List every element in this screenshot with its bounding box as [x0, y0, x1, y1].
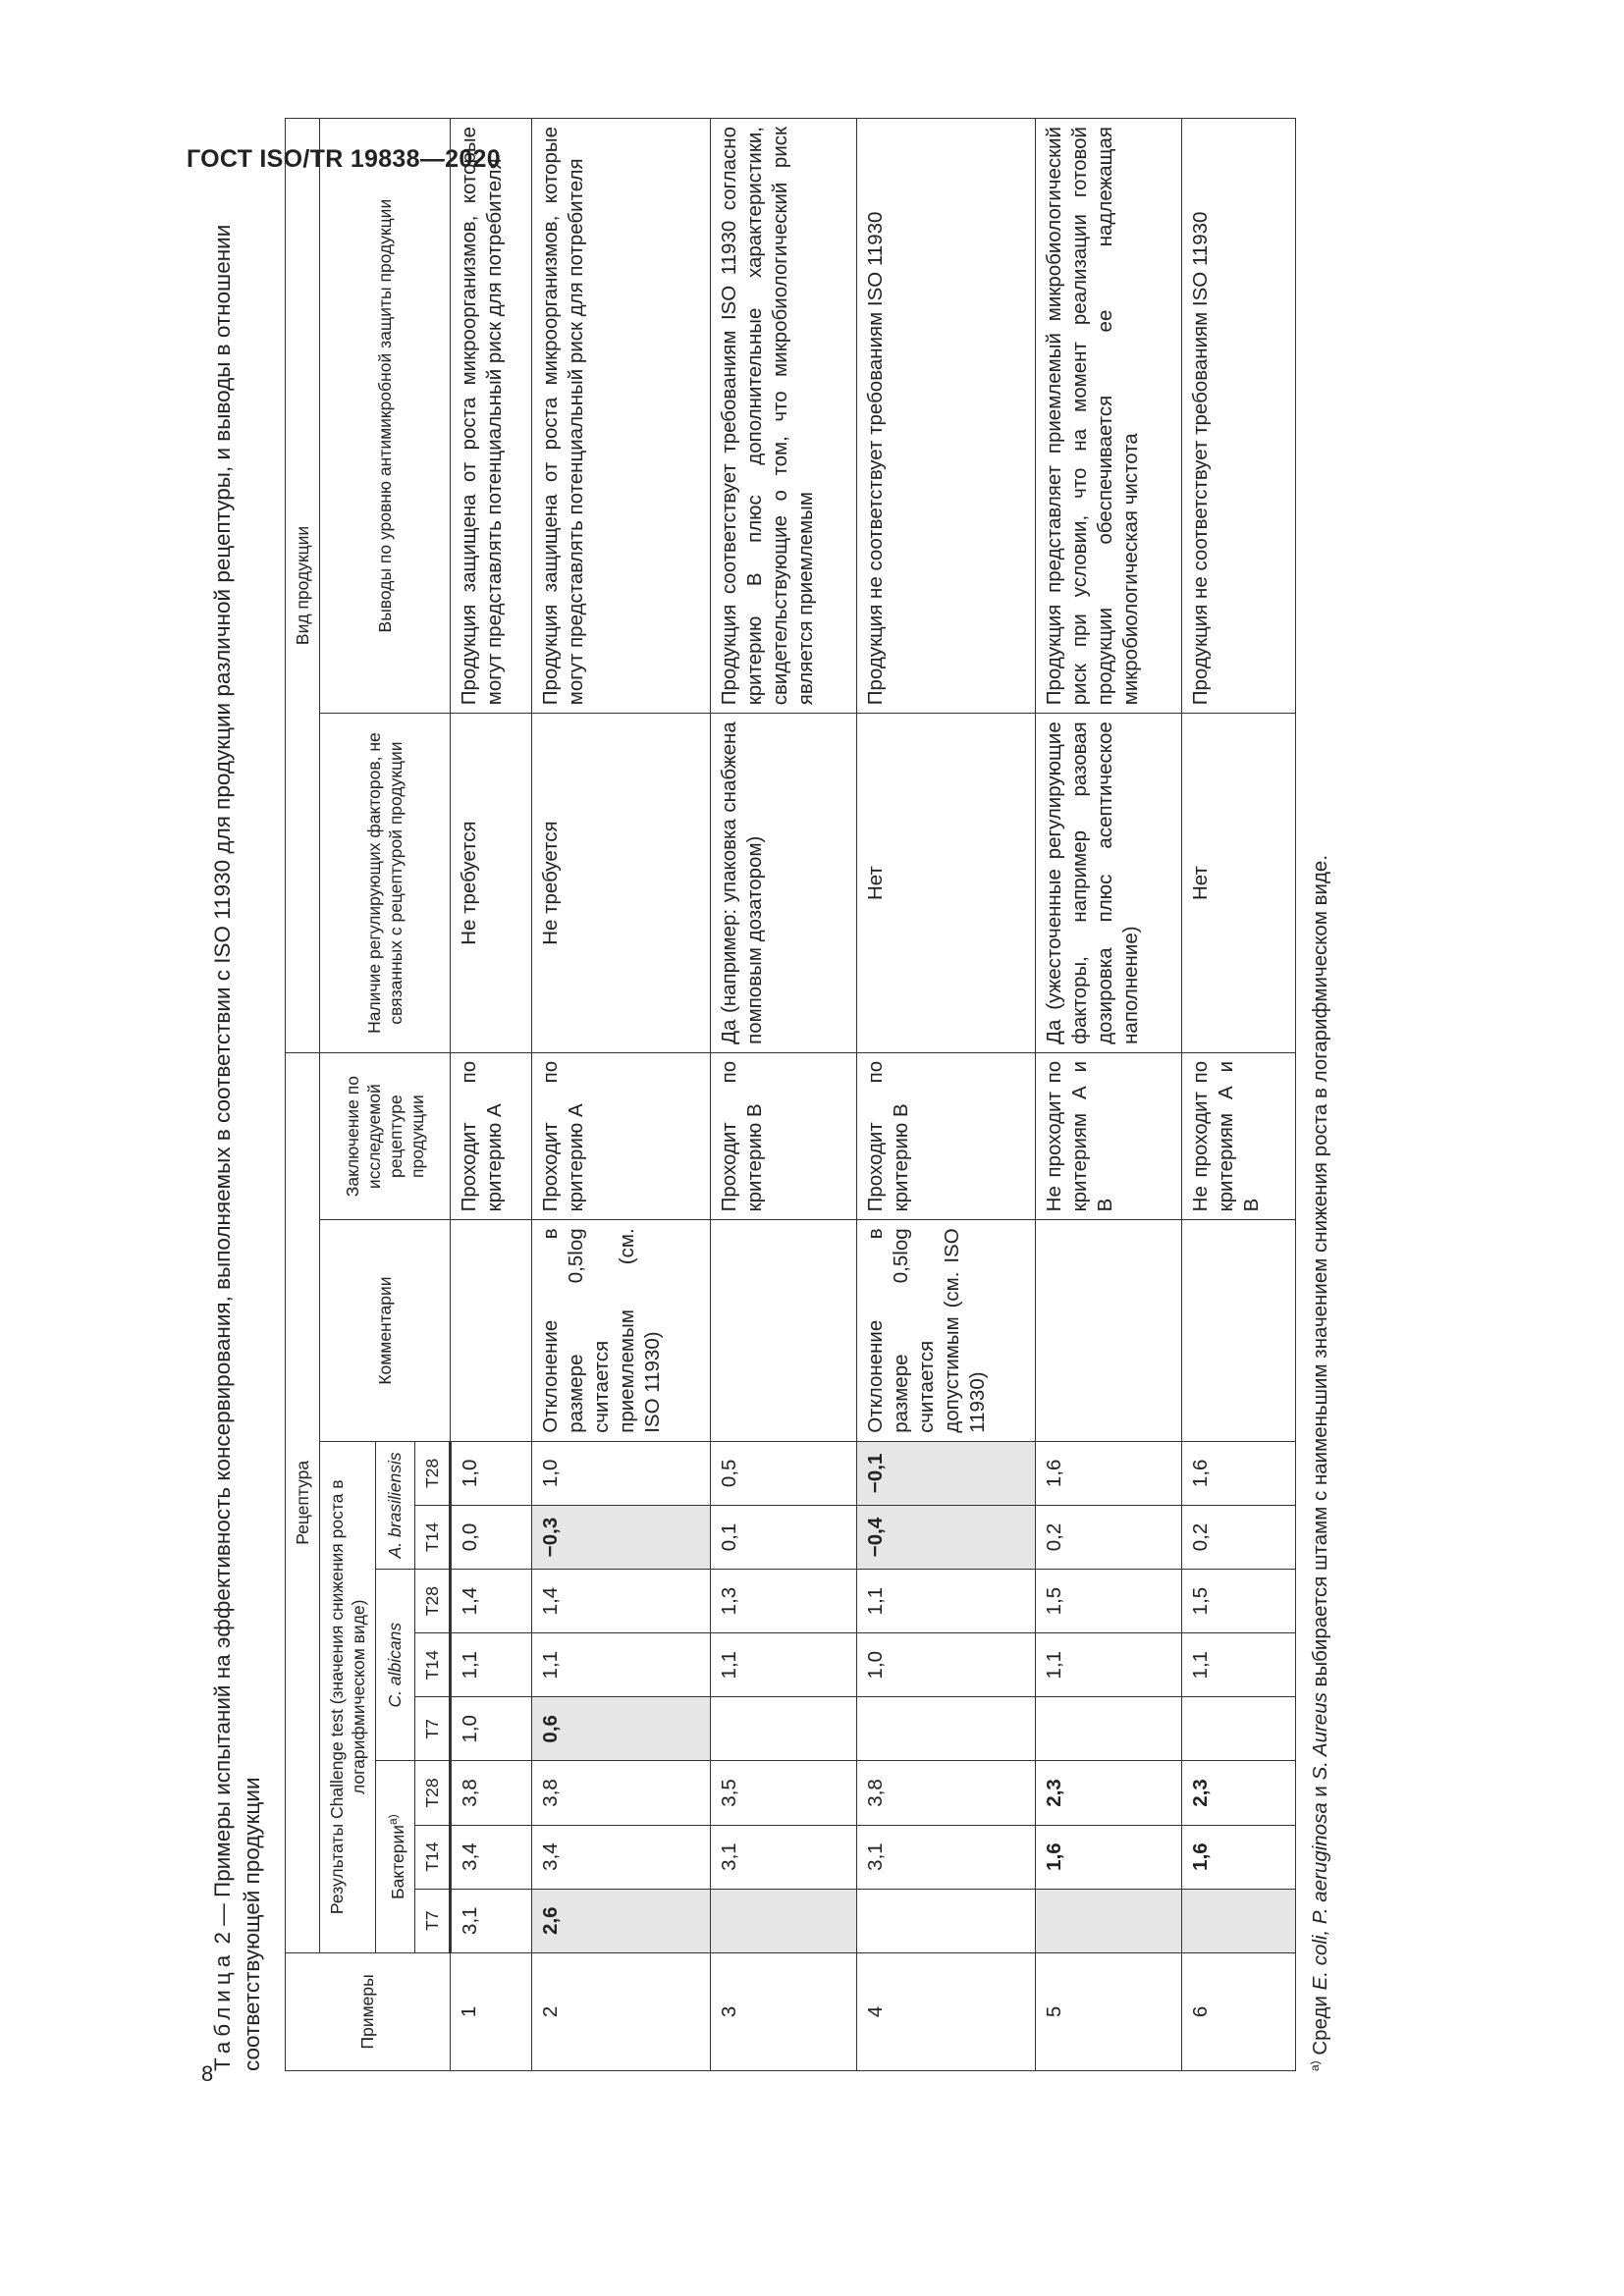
footnote-and: и — [1308, 1786, 1331, 1797]
header-c-albicans: C. albicans — [376, 1570, 415, 1761]
cell-bacteria-t14: 3,1 — [856, 1825, 1035, 1889]
cell-bacteria-t14: 3,4 — [531, 1825, 710, 1889]
cell-comment — [1182, 1220, 1296, 1441]
cell-calbicans-t28: 1,1 — [856, 1570, 1035, 1633]
page-number: 8 — [201, 2061, 214, 2086]
cell-bacteria-t28: 2,3 — [1182, 1761, 1296, 1825]
cell-bacteria-t28: 3,5 — [710, 1761, 856, 1825]
footnote-rest: выбирается штамм с наименьшим значением снижения роста в логарифмическом виде. — [1308, 854, 1331, 1687]
cell-abrasiliensis-t28: 1,0 — [531, 1441, 710, 1505]
header-findings: Выводы по уровню антимикробной защиты продукции — [320, 119, 451, 714]
cell-calbicans-t14: 1,1 — [450, 1633, 531, 1697]
header-product-type: Вид продукции — [286, 119, 320, 1053]
header-bacteria-label: Бактерии — [387, 1824, 407, 1899]
cell-comment: Отклонение в размере 0,5log считается допустимым (см. ISO 11930) — [856, 1220, 1035, 1441]
cell-bacteria-t7 — [710, 1889, 856, 1952]
cell-bacteria-t14: 3,4 — [450, 1825, 531, 1889]
header-challenge-test: Результаты Challenge test (значения снижения роста в логарифмическом виде) — [320, 1441, 376, 1952]
cell-bacteria-t28: 3,8 — [450, 1761, 531, 1825]
cell-calbicans-t7: 1,0 — [450, 1697, 531, 1761]
cell-abrasiliensis-t28: 0,5 — [710, 1441, 856, 1505]
cell-findings: Продукция защищена от роста микроорганизмов, которые могут представлять потенциальный риск для потребителя — [450, 119, 531, 714]
cell-findings: Продукция не соответствует требованиям ISO 11930 — [856, 119, 1035, 714]
cell-comment — [450, 1220, 531, 1441]
header-calbicans-t14: T14 — [414, 1633, 450, 1697]
cell-conclusion: Проходит по критерию А — [531, 1052, 710, 1219]
table-row — [710, 119, 856, 2071]
table-row — [1182, 119, 1296, 2071]
table-caption — [208, 118, 267, 2071]
table-caption-text: 2 — Примеры испытаний на эффективность консервирования, выполняемых в соответствии с ISO 11930 для продукции различной рецептуры, и выводы в отношении соответствующей продукции — [210, 224, 264, 2071]
header-calbicans-t28: T28 — [414, 1570, 450, 1633]
header-a-brasiliensis: A. brasiliensis — [376, 1441, 415, 1569]
cell-bacteria-t14: 1,6 — [1035, 1825, 1181, 1889]
cell-example: 2 — [531, 1952, 710, 2070]
cell-calbicans-t7 — [1035, 1697, 1181, 1761]
header-bacteria-t14: T14 — [414, 1825, 450, 1889]
cell-abrasiliensis-t28: 1,0 — [450, 1441, 531, 1505]
cell-example: 4 — [856, 1952, 1035, 2070]
footnote-organisms: E. coli, P. aeruginosa — [1308, 1802, 1331, 1991]
cell-abrasiliensis-t14: 0,1 — [710, 1505, 856, 1569]
header-conclusion: Заключение по исследуемой рецептуре продукции — [320, 1052, 451, 1219]
cell-calbicans-t28: 1,4 — [531, 1570, 710, 1633]
cell-comment: Отклонение в размере 0,5log считается приемлемым (см. ISO 11930) — [531, 1220, 710, 1441]
preservation-test-table — [285, 118, 1296, 2071]
cell-conclusion: Не проходит по критериям А и В — [1035, 1052, 1181, 1219]
cell-example: 1 — [450, 1952, 531, 2070]
cell-example: 6 — [1182, 1952, 1296, 2070]
cell-bacteria-t14: 1,6 — [1182, 1825, 1296, 1889]
cell-conclusion: Проходит по критерию В — [856, 1052, 1035, 1219]
cell-factors: Да (ужесточенные регулирующие факторы, например разовая дозировка плюс асептическое наполнение) — [1035, 714, 1181, 1053]
cell-calbicans-t14: 1,1 — [710, 1633, 856, 1697]
header-recipe: Рецептура — [286, 1052, 320, 1952]
cell-bacteria-t14: 3,1 — [710, 1825, 856, 1889]
cell-calbicans-t7 — [1182, 1697, 1296, 1761]
table-footnote — [1308, 118, 1332, 2071]
cell-factors: Нет — [1182, 714, 1296, 1053]
cell-calbicans-t28: 1,5 — [1035, 1570, 1181, 1633]
header-comments: Комментарии — [320, 1220, 451, 1441]
cell-bacteria-t7 — [856, 1889, 1035, 1952]
cell-calbicans-t14: 1,0 — [856, 1633, 1035, 1697]
header-bacteria — [376, 1761, 415, 1952]
cell-abrasiliensis-t14: 0,2 — [1035, 1505, 1181, 1569]
cell-bacteria-t7 — [1182, 1889, 1296, 1952]
document-header: ГОСТ ISO/TR 19838—2020 — [187, 145, 501, 173]
cell-calbicans-t28: 1,5 — [1182, 1570, 1296, 1633]
footnote-ref: а) — [386, 1814, 400, 1825]
cell-calbicans-t14: 1,1 — [531, 1633, 710, 1697]
cell-bacteria-t28: 2,3 — [1035, 1761, 1181, 1825]
cell-bacteria-t7 — [1035, 1889, 1181, 1952]
header-abrasiliensis-t14: T14 — [414, 1505, 450, 1569]
cell-bacteria-t7: 3,1 — [450, 1889, 531, 1952]
cell-findings: Продукция защищена от роста микроорганизмов, которые могут представлять потенциальный риск для потребителя — [531, 119, 710, 714]
header-abrasiliensis-t28: T28 — [414, 1441, 450, 1505]
cell-calbicans-t28: 1,4 — [450, 1570, 531, 1633]
table-row — [450, 119, 531, 2071]
cell-example: 5 — [1035, 1952, 1181, 2070]
footnote-organism-s-aureus: S. Aureus — [1308, 1692, 1331, 1781]
cell-calbicans-t14: 1,1 — [1035, 1633, 1181, 1697]
cell-abrasiliensis-t28: 1,6 — [1035, 1441, 1181, 1505]
cell-abrasiliensis-t14: −0,4 — [856, 1505, 1035, 1569]
header-bacteria-t28: T28 — [414, 1761, 450, 1825]
rotated-table-block — [208, 108, 1426, 2071]
cell-factors: Да (например: упаковка снабжена помповым дозатором) — [710, 714, 856, 1053]
cell-calbicans-t28: 1,3 — [710, 1570, 856, 1633]
cell-bacteria-t28: 3,8 — [856, 1761, 1035, 1825]
cell-abrasiliensis-t28: 1,6 — [1182, 1441, 1296, 1505]
header-bacteria-t7: T7 — [414, 1889, 450, 1952]
cell-abrasiliensis-t28: −0,1 — [856, 1441, 1035, 1505]
cell-calbicans-t14: 1,1 — [1182, 1633, 1296, 1697]
cell-comment — [1035, 1220, 1181, 1441]
cell-abrasiliensis-t14: 0,2 — [1182, 1505, 1296, 1569]
cell-factors: Не требуется — [450, 714, 531, 1053]
cell-abrasiliensis-t14: 0,0 — [450, 1505, 531, 1569]
cell-example: 3 — [710, 1952, 856, 2070]
header-calbicans-t7: T7 — [414, 1697, 450, 1761]
table-row — [856, 119, 1035, 2071]
table-row — [1035, 119, 1181, 2071]
cell-factors: Не требуется — [531, 714, 710, 1053]
cell-factors: Нет — [856, 714, 1035, 1053]
table-caption-label: Таблица — [210, 1949, 235, 2071]
cell-calbicans-t7 — [856, 1697, 1035, 1761]
cell-conclusion: Проходит по критерию А — [450, 1052, 531, 1219]
footnote-pre: Среди — [1308, 1996, 1331, 2056]
cell-bacteria-t7: 2,6 — [531, 1889, 710, 1952]
cell-bacteria-t28: 3,8 — [531, 1761, 710, 1825]
footnote-mark: а) — [1308, 2060, 1322, 2071]
cell-findings: Продукция представляет приемлемый микробиологический риск при условии, что на момент реализации готовой продукции обеспечивается ее надлежащая микробиологическая чистота — [1035, 119, 1181, 714]
cell-abrasiliensis-t14: −0,3 — [531, 1505, 710, 1569]
cell-comment — [710, 1220, 856, 1441]
cell-calbicans-t7: 0,6 — [531, 1697, 710, 1761]
cell-conclusion: Проходит по критерию В — [710, 1052, 856, 1219]
cell-conclusion: Не проходит по критериям А и В — [1182, 1052, 1296, 1219]
cell-calbicans-t7 — [710, 1697, 856, 1761]
table-row — [531, 119, 710, 2071]
cell-findings: Продукция соответствует требованиям ISO 11930 согласно критерию В плюс дополнительные характеристики, свидетельствующие о том, что микробиологический риск является приемлемым — [710, 119, 856, 714]
header-examples: Примеры — [286, 1952, 451, 2070]
header-factors: Наличие регулирующих факторов, не связанных с рецептурой продукции — [320, 714, 451, 1053]
cell-findings: Продукция не соответствует требованиям ISO 11930 — [1182, 119, 1296, 714]
